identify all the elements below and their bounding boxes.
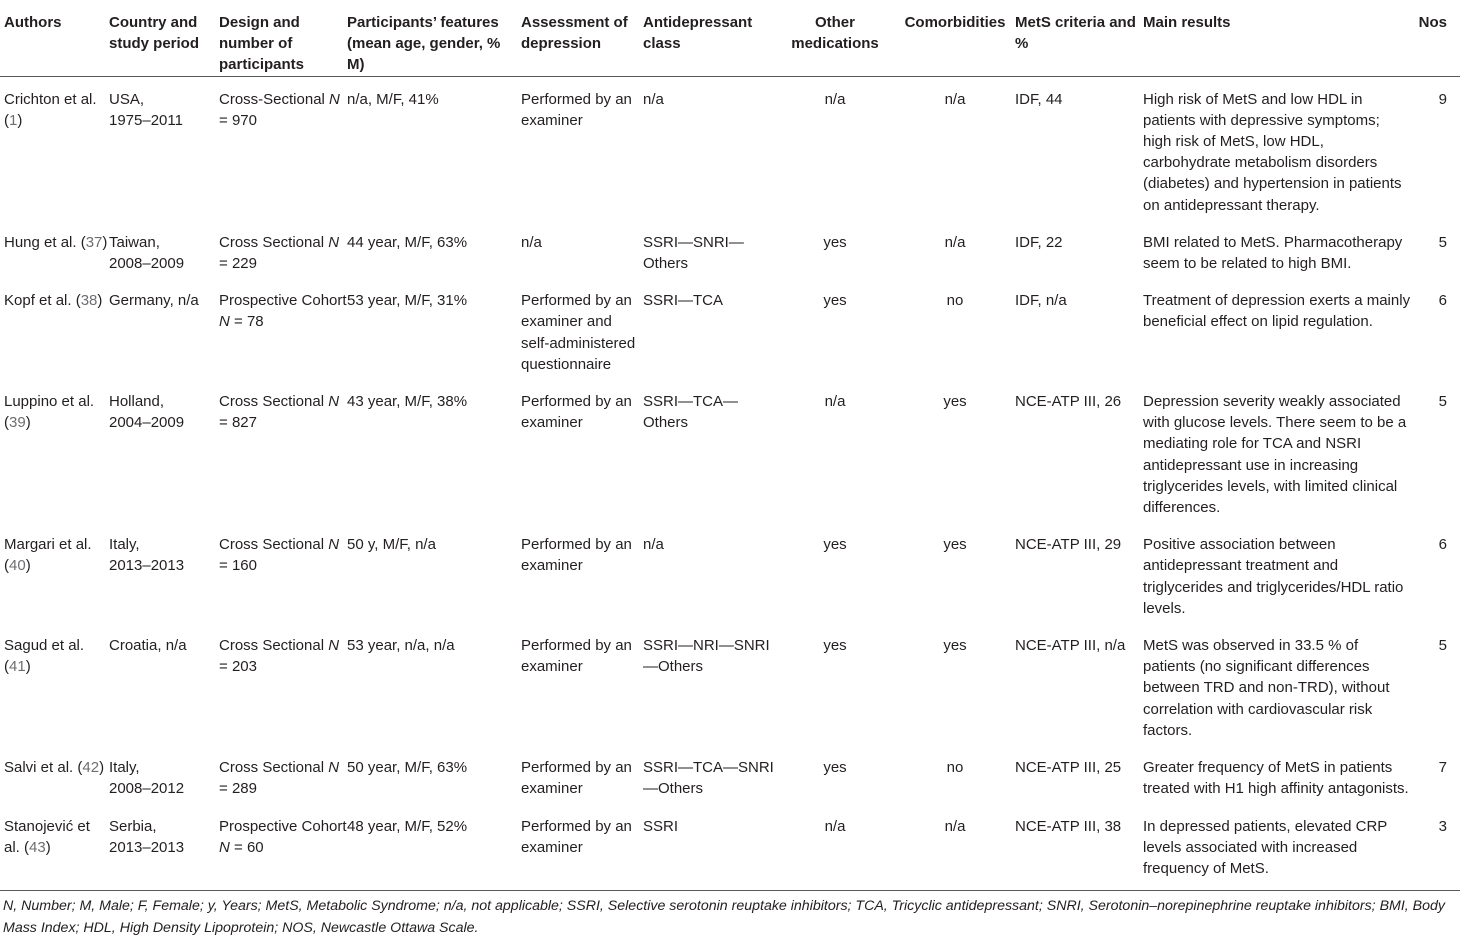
cell-other-medications: yes <box>823 759 847 777</box>
cell-authors: Luppino et al. (39) <box>4 393 95 432</box>
author-name: Salvi et al. <box>4 759 74 777</box>
table-row <box>0 523 1460 624</box>
reference-link[interactable]: 40 <box>9 557 26 575</box>
table-row <box>0 805 1460 891</box>
header-nos: Nos <box>1412 0 1460 76</box>
cell-design: Cross-Sectional N = 970 <box>219 90 340 129</box>
design: Prospective Cohort <box>219 292 347 310</box>
n-label: N <box>328 233 340 251</box>
author-name: Margari et al. <box>4 536 92 554</box>
reference-link[interactable]: 41 <box>9 658 26 676</box>
author-name: Sagud et al. <box>4 637 85 655</box>
cell-comorbidities: yes <box>943 393 967 411</box>
design: Cross Sectional <box>219 637 325 655</box>
cell-nos: 9 <box>1438 90 1447 108</box>
cell-antidepressant: SSRI—NRI—SNRI—Others <box>643 637 770 676</box>
cell-main-results: In depressed patients, elevated CRP levels associated with increased frequency of MetS. <box>1143 805 1412 891</box>
study-period: 2008–2009 <box>109 255 185 273</box>
design: Cross Sectional <box>219 233 325 251</box>
cell-other-medications: yes <box>823 536 847 554</box>
table-row <box>0 221 1460 279</box>
header-mets-criteria: MetS criteria and % <box>1015 0 1143 76</box>
cell-comorbidities: yes <box>943 536 967 554</box>
study-period: 2008–2012 <box>109 780 185 798</box>
cell-participants: n/a, M/F, 41% <box>347 90 439 108</box>
author-name: Hung et al. <box>4 233 77 251</box>
cell-other-medications: n/a <box>775 805 895 891</box>
cell-mets-criteria: IDF, 22 <box>1015 233 1063 251</box>
cell-participants: 43 year, M/F, 38% <box>347 393 468 411</box>
cell-country <box>109 523 219 624</box>
participant-count: 970 <box>231 111 257 129</box>
cell-mets-criteria: NCE-ATP III, 38 <box>1015 805 1143 891</box>
country: USA, <box>109 90 145 108</box>
cell-authors: Stanojević et al. (43) <box>0 805 109 891</box>
participant-count: 229 <box>231 255 257 273</box>
country: Italy, <box>109 759 140 777</box>
table-footnote: N, Number; M, Male; F, Female; y, Years; MetS, Metabolic Syndrome; n/a, not applicable; SSRI, Selective serotonin reuptake inhibitors; TCA, Tricyclic antidepressant; SNRI, Serotonin–norepinephrine reuptake inhibitors; BMI, Body Mass Index; HDL, High Density Lipoprotein; NOS, Newcastle Ottawa Scale. <box>3 898 1446 936</box>
study-period: 1975–2011 <box>109 111 183 129</box>
cell-assessment: n/a <box>521 233 542 251</box>
cell-authors: Margari et al. (40) <box>4 536 92 575</box>
participant-count: 60 <box>246 838 264 856</box>
cell-main-results: Greater frequency of MetS in patients treated with H1 high affinity antagonists. <box>1143 759 1409 798</box>
cell-country <box>109 279 219 380</box>
n-label: N <box>219 313 230 331</box>
header-row <box>0 0 1460 76</box>
cell-antidepressant: SSRI—TCA—Others <box>643 393 739 432</box>
cell-assessment: Performed by an examiner <box>521 805 643 891</box>
header-authors: Authors <box>0 0 109 76</box>
design: Cross-Sectional <box>219 90 325 108</box>
cell-comorbidities: yes <box>943 637 967 655</box>
cell-design: Cross Sectional N = 289 <box>219 759 340 798</box>
cell-assessment: Performed by an examiner and self-administered questionnaire <box>521 292 636 373</box>
reference-link[interactable]: 42 <box>82 759 100 777</box>
header-participants: Participants’ features (mean age, gender, % M) <box>347 0 521 76</box>
author-name: Stanojević et al. <box>4 817 90 856</box>
cell-assessment: Performed by an examiner <box>521 536 632 575</box>
study-period: 2013–2013 <box>109 838 185 856</box>
cell-mets-criteria: NCE-ATP III, n/a <box>1015 637 1126 655</box>
cell-other-medications: yes <box>823 292 847 310</box>
header-antidepressant: Antidepressant class <box>643 0 775 76</box>
cell-nos: 6 <box>1438 292 1447 310</box>
cell-nos: 5 <box>1438 637 1447 655</box>
cell-main-results: High risk of MetS and low HDL in patients with depressive symptoms; high risk of MetS, low HDL, carbohydrate metabolism disorders (diabetes) and hypertension in patients on antidepressant therapy. <box>1143 90 1402 214</box>
author-name: Luppino et al. <box>4 393 95 411</box>
table-row <box>0 76 1460 221</box>
cell-mets-criteria: NCE-ATP III, 29 <box>1015 536 1122 554</box>
design: Cross Sectional <box>219 536 325 554</box>
cell-nos: 3 <box>1412 805 1460 891</box>
cell-authors: Sagud et al. (41) <box>4 637 85 676</box>
n-label: N <box>328 759 340 777</box>
cell-main-results: Depression severity weakly associated with glucose levels. There seem to be a mediating role for TCA and NSRI antidepressant use in increasing triglycerides levels, with limited clinical differences. <box>1143 393 1407 517</box>
header-main-results: Main results <box>1143 0 1412 76</box>
cell-comorbidities: n/a <box>895 805 1015 891</box>
cell-country <box>109 221 219 279</box>
cell-assessment: Performed by an examiner <box>521 90 632 129</box>
cell-participants: 53 year, M/F, 31% <box>347 292 468 310</box>
cell-comorbidities: n/a <box>944 233 966 251</box>
cell-comorbidities: no <box>946 292 964 310</box>
cell-antidepressant: n/a <box>643 90 664 108</box>
cell-nos: 7 <box>1438 759 1447 777</box>
study-period: 2004–2009 <box>109 414 185 432</box>
cell-design: Cross Sectional N = 203 <box>219 637 340 676</box>
header-other-medications: Other medications <box>775 0 895 76</box>
reference-link[interactable]: 43 <box>29 838 46 856</box>
cell-other-medications: n/a <box>824 393 846 411</box>
table-row <box>0 279 1460 380</box>
cell-participants: 50 year, M/F, 63% <box>347 759 468 777</box>
n-label: N <box>329 90 340 108</box>
reference-link[interactable]: 38 <box>80 292 98 310</box>
cell-other-medications: yes <box>823 637 847 655</box>
cell-nos: 5 <box>1438 233 1447 251</box>
cell-antidepressant: SSRI—TCA <box>643 292 724 310</box>
author-name: Kopf et al. <box>4 292 72 310</box>
country: Holland, <box>109 393 165 411</box>
reference-link[interactable]: 39 <box>9 414 26 432</box>
n-label: N <box>328 393 340 411</box>
cell-design: Prospective Cohort N = 60 <box>219 805 347 891</box>
cell-comorbidities: no <box>946 759 964 777</box>
cell-main-results: Positive association between antidepressant treatment and triglycerides and triglycerides/HDL ratio levels. <box>1143 536 1404 617</box>
n-label: N <box>328 536 340 554</box>
table-body <box>0 76 1460 891</box>
cell-country <box>109 624 219 746</box>
cell-design: Prospective Cohort N = 78 <box>219 292 347 331</box>
cell-authors: Salvi et al. (42) <box>4 759 105 777</box>
cell-country <box>109 380 219 523</box>
cell-antidepressant: n/a <box>643 536 664 554</box>
cell-authors: Hung et al. (37) <box>4 233 108 251</box>
participant-count: 78 <box>246 313 264 331</box>
cell-design: Cross Sectional N = 160 <box>219 536 340 575</box>
cell-main-results: MetS was observed in 33.5 % of patients (no significant differences between TRD and non-TRD), without correlation with cardiovascular risk factors. <box>1143 637 1390 739</box>
cell-authors: Kopf et al. (38) <box>4 292 103 310</box>
cell-participants: 48 year, M/F, 52% <box>347 805 521 891</box>
country: Germany, n/a <box>109 292 199 310</box>
table-row <box>0 380 1460 523</box>
cell-comorbidities: n/a <box>944 90 966 108</box>
design: Prospective Cohort <box>219 817 347 835</box>
header-comorbidities: Comorbidities <box>895 0 1015 76</box>
cell-antidepressant: SSRI <box>643 805 775 891</box>
reference-link[interactable]: 37 <box>85 233 103 251</box>
country: Italy, <box>109 536 140 554</box>
cell-country <box>109 746 219 804</box>
author-name: Crichton et al. <box>4 90 97 108</box>
cell-country <box>109 76 219 221</box>
participant-count: 160 <box>231 557 257 575</box>
design: Cross Sectional <box>219 759 325 777</box>
country: Croatia, n/a <box>109 637 187 655</box>
header-assessment: Assessment of depression <box>521 0 643 76</box>
cell-design: Cross Sectional N = 827 <box>219 393 340 432</box>
participant-count: 203 <box>231 658 257 676</box>
cell-mets-criteria: NCE-ATP III, 25 <box>1015 759 1122 777</box>
cell-country <box>109 805 219 891</box>
cell-antidepressant: SSRI—TCA—SNRI—Others <box>643 759 774 798</box>
country: Serbia, <box>109 817 157 835</box>
cell-main-results: Treatment of depression exerts a mainly beneficial effect on lipid regulation. <box>1143 292 1411 331</box>
cell-mets-criteria: NCE-ATP III, 26 <box>1015 393 1122 411</box>
design: Cross Sectional <box>219 393 325 411</box>
header-design: Design and number of participants <box>219 0 347 76</box>
cell-assessment: Performed by an examiner <box>521 393 632 432</box>
table-row <box>0 746 1460 804</box>
cell-mets-criteria: IDF, n/a <box>1015 292 1067 310</box>
participant-count: 289 <box>231 780 257 798</box>
cell-other-medications: yes <box>823 233 847 251</box>
cell-mets-criteria: IDF, 44 <box>1015 90 1063 108</box>
cell-assessment: Performed by an examiner <box>521 759 632 798</box>
cell-assessment: Performed by an examiner <box>521 637 632 676</box>
country: Taiwan, <box>109 233 160 251</box>
cell-other-medications: n/a <box>824 90 846 108</box>
n-label: N <box>219 838 230 856</box>
cell-main-results: BMI related to MetS. Pharmacotherapy seem to be related to high BMI. <box>1143 233 1403 273</box>
cell-antidepressant: SSRI—SNRI—Others <box>643 233 744 273</box>
cell-participants: 53 year, n/a, n/a <box>347 637 455 655</box>
cell-nos: 5 <box>1438 393 1447 411</box>
table-row <box>0 624 1460 746</box>
n-label: N <box>328 637 340 655</box>
header-country: Country and study period <box>109 0 219 76</box>
cell-design: Cross Sectional N = 229 <box>219 233 340 273</box>
cell-participants: 44 year, M/F, 63% <box>347 233 468 251</box>
cell-nos: 6 <box>1438 536 1447 554</box>
cell-authors: Crichton et al. (1) <box>4 90 97 129</box>
cell-participants: 50 y, M/F, n/a <box>347 536 436 554</box>
study-period: 2013–2013 <box>109 557 185 575</box>
reference-link[interactable]: 1 <box>9 111 18 129</box>
participant-count: 827 <box>231 414 257 432</box>
